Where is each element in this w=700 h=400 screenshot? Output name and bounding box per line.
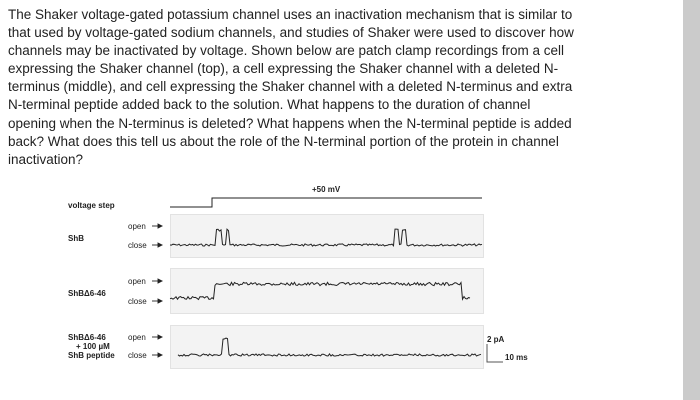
row-label-shb: ShB bbox=[68, 234, 84, 243]
voltage-value-label: +50 mV bbox=[312, 185, 341, 194]
close-label: close bbox=[128, 241, 147, 250]
question-line: that used by voltage-gated sodium channels, and studies of Shaker were used to discover how bbox=[8, 25, 574, 41]
open-label: open bbox=[128, 277, 146, 286]
close-label: close bbox=[128, 351, 147, 360]
scale-bar bbox=[487, 344, 503, 362]
row-label-peptide-line1: ShBΔ6-46 bbox=[68, 333, 106, 342]
close-label: close bbox=[128, 297, 147, 306]
scale-time-label: 10 ms bbox=[505, 353, 528, 362]
window-edge-bar bbox=[683, 0, 700, 400]
patch-clamp-figure bbox=[0, 182, 683, 400]
question-line: The Shaker voltage-gated potassium channel uses an inactivation mechanism that is similar to bbox=[8, 7, 573, 22]
traces-svg bbox=[0, 182, 683, 400]
question-line: N-terminal peptide added back to the solution. What happens to the duration of channel bbox=[8, 97, 531, 113]
row-label-peptide-line2: + 100 µM bbox=[76, 342, 110, 351]
row-label-shb-deleted: ShBΔ6-46 bbox=[68, 289, 106, 298]
question-line: expressing the Shaker channel (top), a cell expressing the Shaker channel with a deleted N- bbox=[8, 61, 559, 77]
question-line: terminus (middle), and cell expressing the Shaker channel with a deleted N-terminus and extra bbox=[8, 79, 573, 95]
question-line: inactivation? bbox=[8, 151, 84, 167]
current-trace-shb-deleted bbox=[170, 282, 470, 299]
question-line: back? What does this tell us about the role of the N-terminal portion of the protein in channel bbox=[8, 133, 559, 149]
current-trace-peptide bbox=[178, 338, 481, 356]
question-text bbox=[8, 6, 680, 169]
current-trace-shb bbox=[170, 229, 482, 246]
voltage-step-label: voltage step bbox=[68, 201, 115, 210]
question-line: channels may be inactivated by voltage. Shown below are patch clamp recordings from a cell bbox=[8, 43, 565, 59]
row-label-peptide-line3: ShB peptide bbox=[68, 351, 115, 360]
voltage-step-trace bbox=[170, 198, 482, 207]
question-line: opening when the N-terminus is deleted? What happens when the N-terminal peptide is added bbox=[8, 115, 572, 131]
open-label: open bbox=[128, 222, 146, 231]
open-label: open bbox=[128, 333, 146, 342]
arrow-icon bbox=[152, 224, 162, 357]
scale-current-label: 2 pA bbox=[487, 335, 505, 344]
